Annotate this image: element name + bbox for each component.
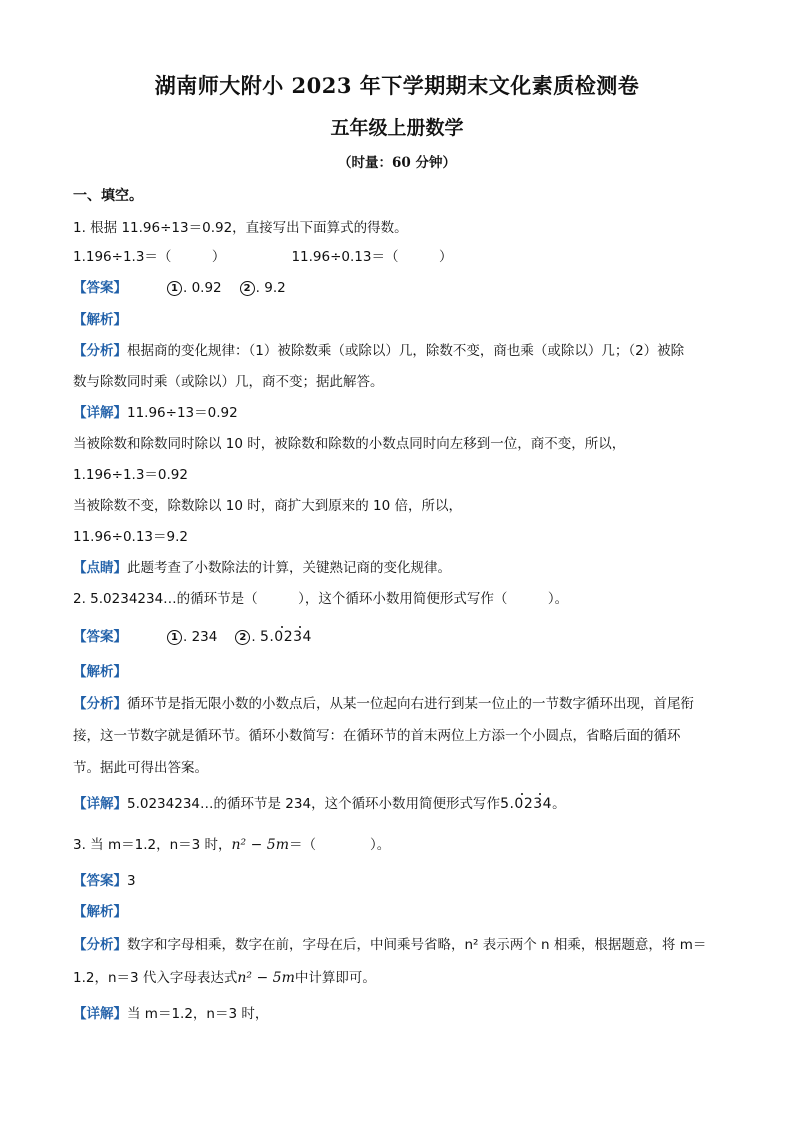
- q3-stem-suffix: ＝（ ）。: [288, 837, 391, 853]
- repeat-dot: [539, 793, 541, 795]
- analysis-tag: 【解析】: [73, 664, 127, 680]
- q1-blank-b: 11.96÷0.13＝（ ）: [291, 249, 453, 265]
- detail-tag: 【详解】: [73, 796, 127, 812]
- q3-fenxi-prefix: 1.2，n＝3 代入字母表达式: [73, 970, 238, 986]
- detail-tag: 【详解】: [73, 1006, 127, 1022]
- q1-blanks: [73, 245, 452, 265]
- q1-detail-line-3: 1.196÷1.3＝0.92: [73, 467, 188, 483]
- analysis-tag: 【解析】: [73, 904, 127, 920]
- q1-blank-a: 1.196÷1.3＝（ ）: [73, 249, 226, 265]
- fenxi-tag: 【分析】: [73, 937, 127, 953]
- q1-detail-line-2: 当被除数和除数同时除以 10 时，被除数和除数的小数点同时向左移到一位，商不变，所以，: [73, 436, 626, 452]
- q1-fenxi-line-1: [73, 339, 684, 359]
- q2-answer: [73, 625, 312, 645]
- circled-number-2: 2: [235, 630, 250, 645]
- answer-tag: 【答案】: [73, 873, 127, 889]
- q3-answer: [73, 869, 136, 889]
- page-title: 湖南师大附小 2023 年下学期期末文化素质检测卷: [154, 73, 640, 98]
- q2-answer-1: . 234: [183, 629, 218, 645]
- q1-answer-1: . 0.92: [183, 280, 222, 296]
- q1-comment: [73, 556, 451, 576]
- q1-fenxi-text-1: 根据商的变化规律：（1）被除数乘（或除以）几，除数不变，商也乘（或除以）几；（2）被除: [127, 343, 685, 359]
- q3-fenxi-expression: n² − 5m: [237, 970, 295, 986]
- q1-stem: 1. 根据 11.96÷13＝0.92，直接写出下面算式的得数。: [73, 220, 408, 236]
- circled-number-1: 1: [167, 281, 182, 296]
- answer-tag: 【答案】: [73, 280, 127, 296]
- q3-analysis: [73, 900, 127, 920]
- repeating-decimal: [500, 796, 552, 812]
- comment-tag: 【点睛】: [73, 560, 127, 576]
- q2-detail-text: 5.0234234…的循环节是 234，这个循环小数用简便形式写作: [127, 796, 501, 812]
- q1-detail-text-1: 11.96÷13＝0.92: [127, 405, 238, 421]
- q1-answer: [73, 276, 286, 296]
- q3-stem: [73, 833, 390, 853]
- q1-detail-line-1: [73, 401, 238, 421]
- q2-fenxi-line-3: 节。据此可得出答案。: [73, 760, 208, 776]
- exam-duration: （时量：60 分钟）: [338, 155, 456, 171]
- q1-fenxi-line-2: 数与除数同时乘（或除以）几，商不变；据此解答。: [73, 374, 384, 390]
- q3-fenxi-suffix: 中计算即可。: [294, 970, 376, 986]
- page-subtitle: 五年级上册数学: [330, 117, 464, 139]
- q2-analysis: [73, 660, 127, 680]
- repeat-dot: [281, 626, 283, 628]
- circled-number-2: 2: [240, 281, 255, 296]
- q2-detail-value: 5.0234: [500, 796, 553, 812]
- q3-detail-text: 当 m＝1.2，n＝3 时，: [127, 1006, 269, 1022]
- q1-comment-text: 此题考查了小数除法的计算，关键熟记商的变化规律。: [127, 560, 451, 576]
- q3-stem-expression: n² − 5m: [231, 837, 289, 853]
- fenxi-tag: 【分析】: [73, 343, 127, 359]
- repeating-decimal: [260, 629, 312, 645]
- q3-detail: [73, 1002, 268, 1022]
- q2-fenxi-text-1: 循环节是指无限小数的小数点后，从某一位起向右进行到某一位止的一节数字循环出现，首尾衔: [127, 696, 694, 712]
- q1-detail-line-5: 11.96÷0.13＝9.2: [73, 529, 188, 545]
- q1-answer-2: . 9.2: [255, 280, 286, 296]
- q2-fenxi-line-2: 接，这一节数字就是循环节。循环小数简写：在循环节的首末两位上方添一个小圆点，省略后面的循环: [73, 728, 681, 744]
- q2-answer-2-value: 5.0234: [259, 629, 312, 645]
- repeat-dot: [521, 793, 523, 795]
- q2-detail-end: 。: [552, 796, 566, 812]
- analysis-tag: 【解析】: [73, 312, 127, 328]
- q3-answer-value: 3: [127, 873, 136, 889]
- q3-fenxi-line-2: [73, 966, 376, 986]
- q1-analysis: [73, 308, 127, 328]
- section-heading: 一、填空。: [73, 188, 143, 204]
- q2-answer-2-prefix: .: [251, 629, 260, 645]
- q2-fenxi-line-1: [73, 692, 694, 712]
- detail-tag: 【详解】: [73, 405, 127, 421]
- fenxi-tag: 【分析】: [73, 696, 127, 712]
- q2-stem: 2. 5.0234234…的循环节是（ ），这个循环小数用简便形式写作（ ）。: [73, 591, 569, 607]
- q1-detail-line-4: 当被除数不变，除数除以 10 时，商扩大到原来的 10 倍，所以，: [73, 498, 463, 514]
- circled-number-1: 1: [167, 630, 182, 645]
- repeat-dot: [299, 626, 301, 628]
- q3-fenxi-line-1: [73, 933, 706, 953]
- q2-detail: [73, 792, 566, 812]
- q3-fenxi-text-1: 数字和字母相乘，数字在前，字母在后，中间乘号省略，n² 表示两个 n 相乘，根据题意，将 m＝: [127, 937, 707, 953]
- answer-tag: 【答案】: [73, 629, 127, 645]
- q3-stem-prefix: 3. 当 m＝1.2，n＝3 时，: [73, 837, 232, 853]
